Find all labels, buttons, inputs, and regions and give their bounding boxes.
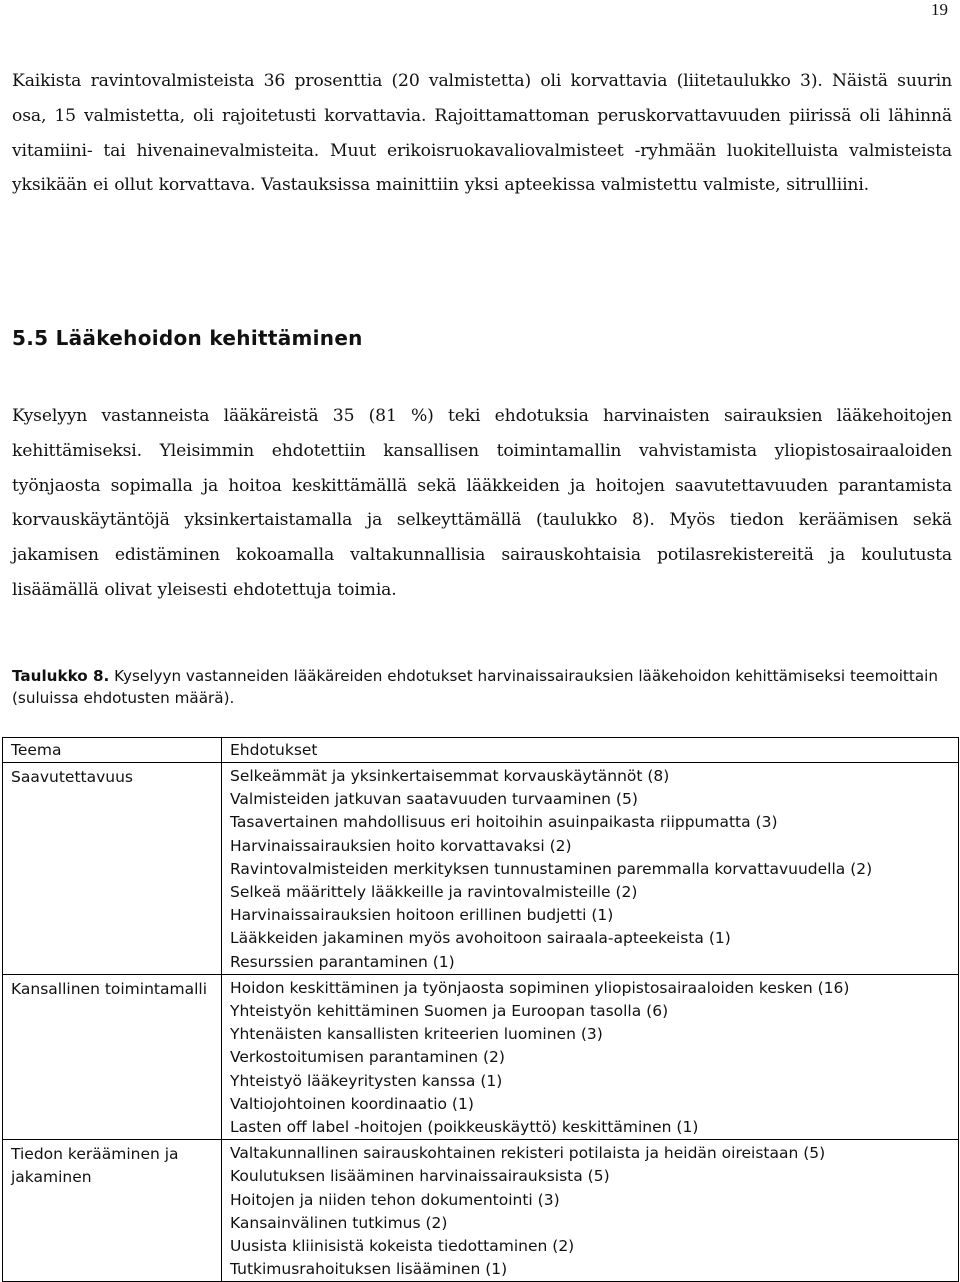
suggestion-item: Yhtenäisten kansallisten kriteerien luominen (3): [230, 1025, 603, 1044]
suggestion-item: Koulutuksen lisääminen harvinaissairauksista (5): [230, 1167, 610, 1186]
section-heading: 5.5 Lääkehoidon kehittäminen: [12, 326, 363, 350]
table-caption-label: Taulukko 8.: [12, 667, 110, 685]
suggestion-item: Harvinaissairauksien hoitoon erillinen budjetti (1): [230, 906, 614, 925]
suggestion-item: Valtiojohtoinen koordinaatio (1): [230, 1094, 474, 1113]
suggestion-item: Hoitojen ja niiden tehon dokumentointi (3): [230, 1190, 560, 1209]
theme-cell: Tiedon kerääminen ja jakaminen: [3, 1140, 222, 1282]
body-paragraph-2: Kyselyyn vastanneista lääkäreistä 35 (81 %) teki ehdotuksia harvinaisten sairauksien lääkehoitojen kehittämiseksi. Yleisimmin ehdotettiin kansallisen toimintamallin vahvistamista yliopistosairaaloiden työnjaosta sopimalla ja hoitoa keskittämällä sekä lääkkeiden ja hoitojen saavutettavuuden parantamista korvauskäytäntöjä yksinkertaistamalla ja selkeyttämällä (taulukko 8). Myös tiedon keräämisen sekä jakamisen edistäminen kokoamalla valtakunnallisia sairauskohtaisia potilasrekistereitä ja koulutusta lisäämällä olivat yleisesti ehdotettuja toimia.: [12, 406, 952, 600]
table-row: [3, 763, 959, 975]
suggestion-item: Uusista kliinisistä kokeista tiedottaminen (2): [230, 1237, 575, 1256]
suggestion-item: Kansainvälinen tutkimus (2): [230, 1213, 448, 1232]
suggestion-item: Verkostoitumisen parantaminen (2): [230, 1048, 505, 1067]
table-row: [3, 974, 959, 1139]
suggestions-cell: [222, 1140, 959, 1282]
table-row: [3, 1140, 959, 1282]
header-suggestions: Ehdotukset: [222, 738, 959, 763]
suggestion-item: Selkeämmät ja yksinkertaisemmat korvauskäytännöt (8): [230, 767, 670, 785]
suggestion-item: Tutkimusrahoituksen lisääminen (1): [230, 1260, 508, 1279]
header-theme: Teema: [3, 738, 222, 763]
table-caption: [12, 666, 947, 709]
page-number: 19: [931, 0, 948, 19]
suggestion-item: Ravintovalmisteiden merkityksen tunnustaminen paremmalla korvattavuudella (2): [230, 859, 873, 878]
suggestion-item: Yhteistyön kehittäminen Suomen ja Euroopan tasolla (6): [230, 1002, 669, 1021]
suggestion-item: Harvinaissairauksien hoito korvattavaksi (2): [230, 836, 572, 855]
suggestion-item: Lääkkeiden jakaminen myös avohoitoon sairaala-apteekeista (1): [230, 929, 731, 948]
suggestions-cell: [222, 763, 959, 975]
theme-cell: Kansallinen toimintamalli: [3, 974, 222, 1139]
theme-cell: Saavutettavuus: [3, 763, 222, 975]
suggestion-item: Valmisteiden jatkuvan saatavuuden turvaaminen (5): [230, 790, 638, 809]
suggestion-item: Hoidon keskittäminen ja työnjaosta sopiminen yliopistosairaaloiden kesken (16): [230, 978, 850, 997]
body-paragraph-1: Kaikista ravintovalmisteista 36 prosenttia (20 valmistetta) oli korvattavia (liitetaulukko 3). Näistä suurin osa, 15 valmistetta, oli rajoitetusti korvattavia. Rajoittamattoman peruskorvattavuuden piirissä oli lähinnä vitamiini- tai hivenainevalmisteita. Muut erikoisruokavaliovalmisteet -ryhmään luokitelluista valmisteista yksikään ei ollut korvattava. Vastauksissa mainittiin yksi apteekissa valmistettu valmiste, sitrulliini.: [12, 71, 952, 196]
suggestion-item: Yhteistyö lääkeyritysten kanssa (1): [230, 1071, 503, 1090]
table-caption-text: Kyselyyn vastanneiden lääkäreiden ehdotukset harvinaissairauksien lääkehoidon kehittämiseksi teemoittain (suluissa ehdotusten määrä).: [12, 667, 938, 707]
suggestion-item: Tasavertainen mahdollisuus eri hoitoihin asuinpaikasta riippumatta (3): [230, 813, 778, 832]
suggestions-cell: [222, 974, 959, 1139]
suggestions-table: [2, 737, 959, 1282]
suggestion-item: Valtakunnallinen sairauskohtainen rekisteri potilaista ja heidän oireistaan (5): [230, 1144, 826, 1163]
suggestion-item: Selkeä määrittely lääkkeille ja ravintovalmisteille (2): [230, 883, 638, 902]
table-header-row: [3, 738, 959, 763]
suggestion-item: Lasten off label -hoitojen (poikkeuskäyttö) keskittäminen (1): [230, 1118, 699, 1137]
suggestion-item: Resurssien parantaminen (1): [230, 952, 455, 971]
